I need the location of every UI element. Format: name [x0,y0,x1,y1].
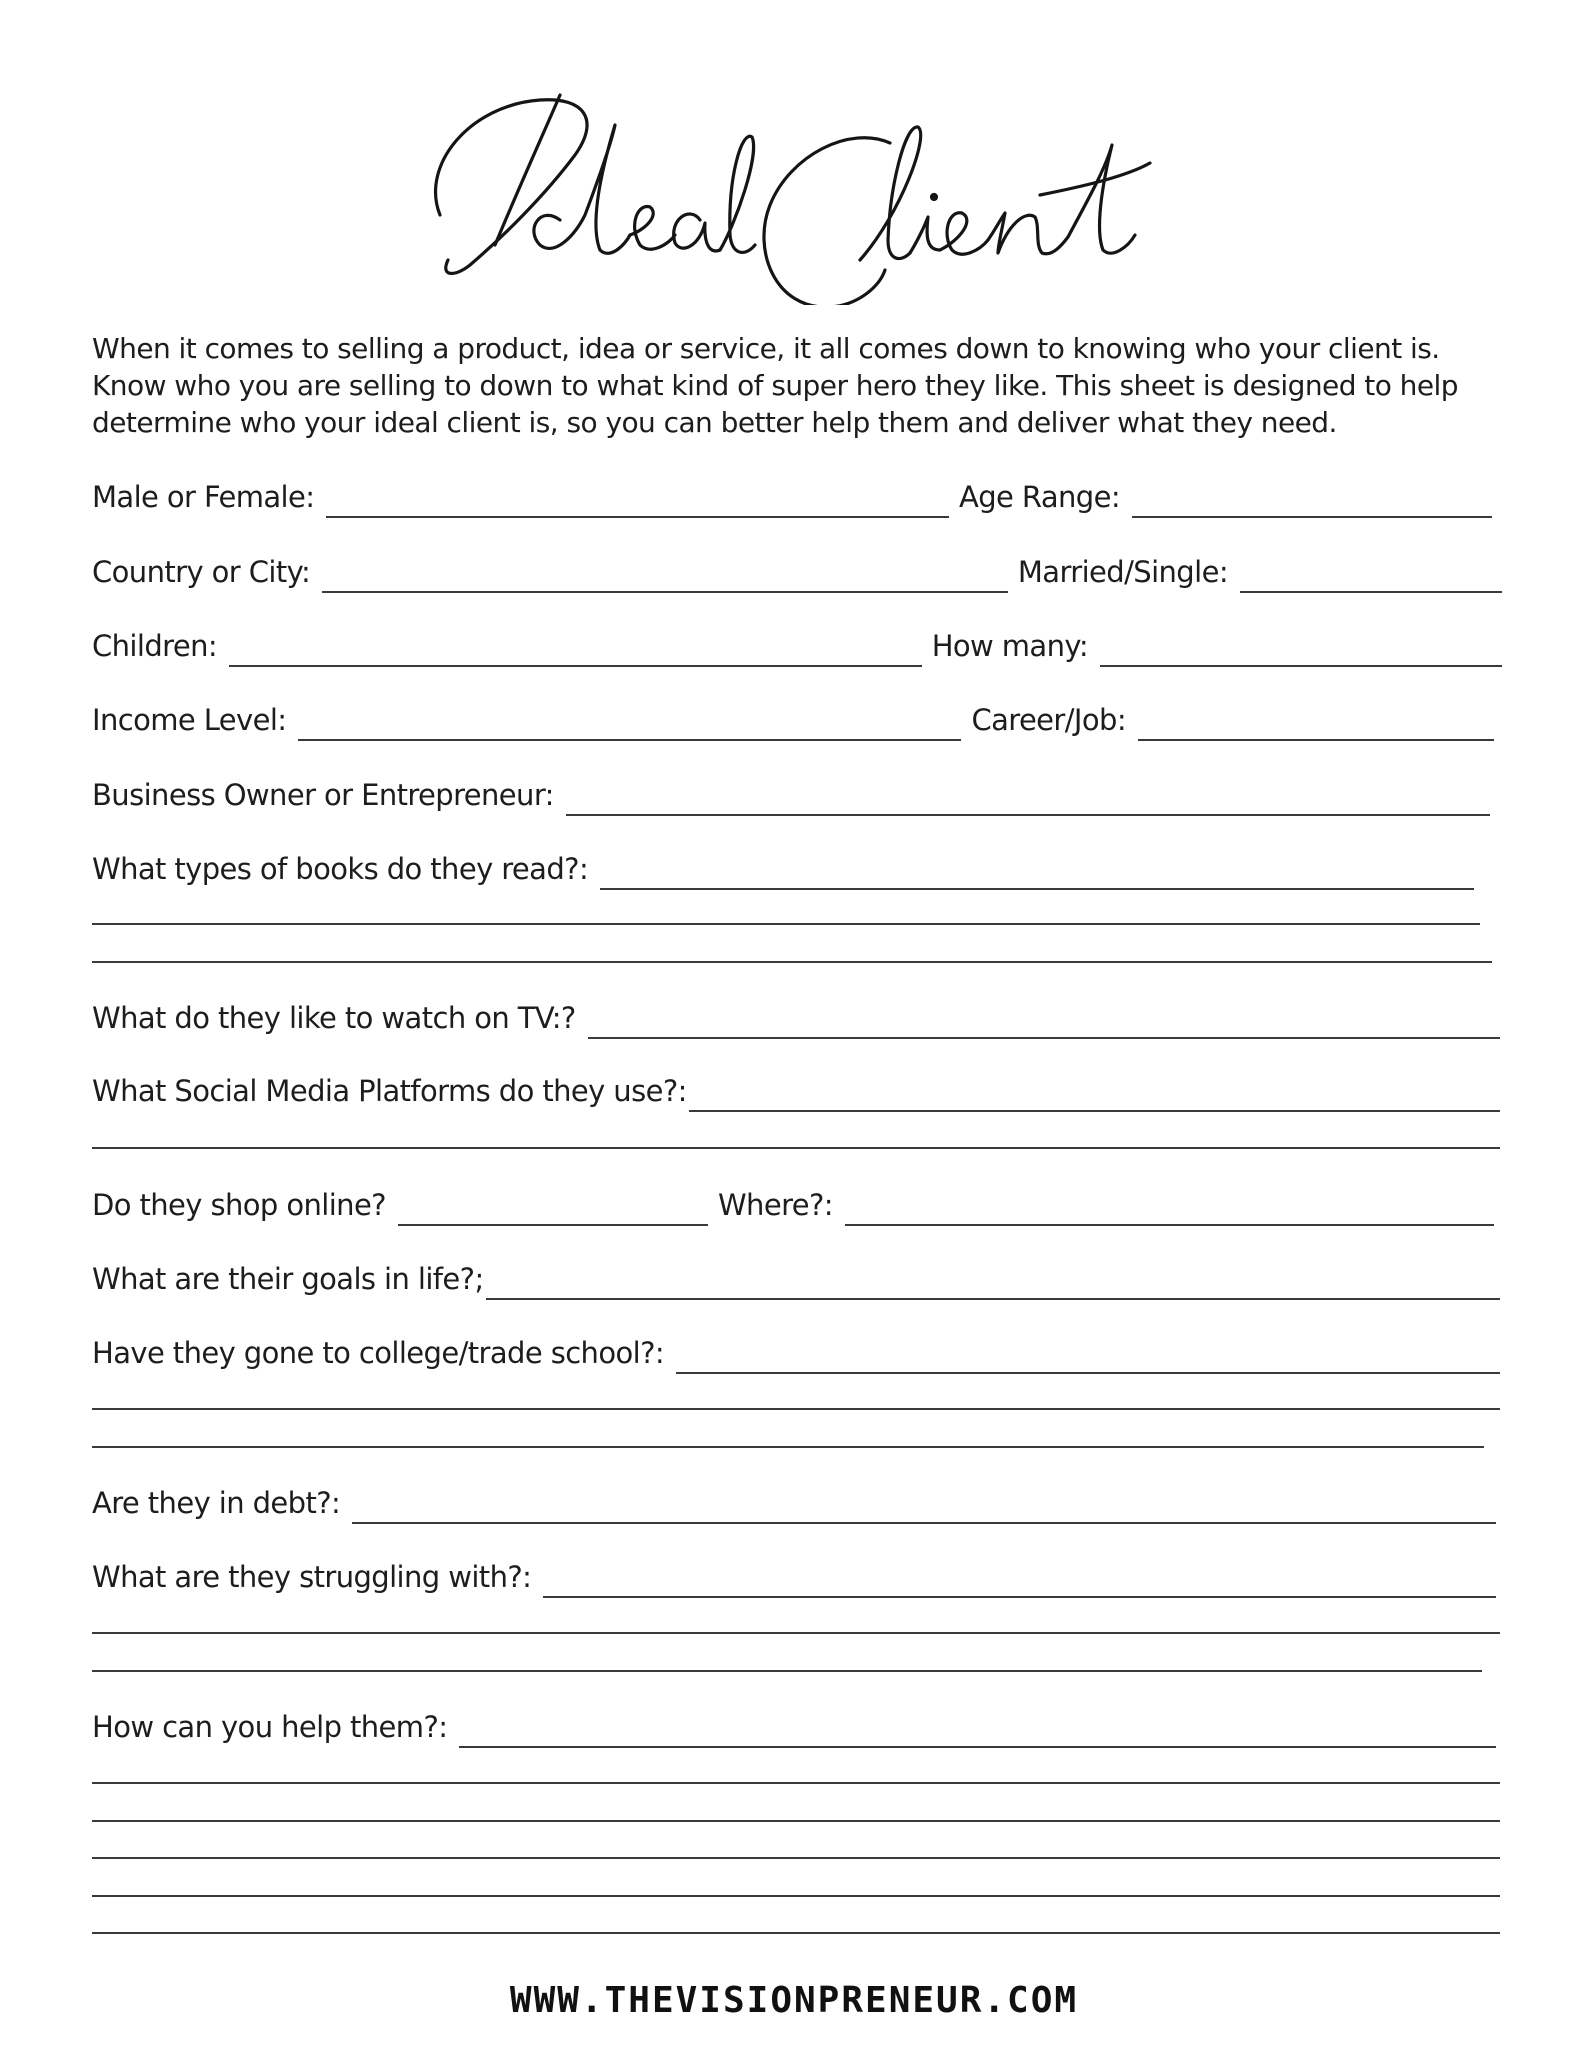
career-job-blank[interactable] [1138,699,1494,741]
business-owner-label: Business Owner or Entrepreneur: [92,778,554,812]
row-country-married [92,547,1502,593]
business-owner-blank[interactable] [566,774,1490,816]
help-blank[interactable] [459,1706,1496,1748]
help-extra-line[interactable] [92,1820,1500,1822]
row-goals [92,1254,1500,1300]
books-extra-line[interactable] [92,961,1492,963]
college-label: Have they gone to college/trade school?: [92,1336,665,1370]
country-city-label: Country or City: [92,555,311,589]
row-debt [92,1478,1496,1524]
children-label: Children: [92,629,218,663]
college-extra-line[interactable] [92,1408,1500,1410]
struggling-extra-line[interactable] [92,1670,1482,1672]
tv-blank[interactable] [588,997,1500,1039]
row-children [92,621,1502,667]
shop-online-label: Do they shop online? [92,1188,386,1222]
website-footer: WWW.THEVISIONPRENEUR.COM [509,1980,1079,2021]
married-single-label: Married/Single: [1017,555,1228,589]
page-title [0,45,1588,305]
age-range-blank[interactable] [1132,476,1492,518]
married-single-blank[interactable] [1240,551,1502,593]
college-blank[interactable] [676,1332,1500,1374]
male-female-label: Male or Female: [92,480,315,514]
row-college [92,1328,1500,1374]
row-income-career [92,695,1494,741]
how-many-blank[interactable] [1100,625,1502,667]
goals-blank[interactable] [486,1258,1500,1300]
help-label: How can you help them?: [92,1710,448,1744]
struggling-label: What are they struggling with?: [92,1560,532,1594]
help-extra-line[interactable] [92,1932,1500,1934]
age-range-label: Age Range: [959,480,1120,514]
where-label: Where?: [717,1188,833,1222]
children-blank[interactable] [229,625,922,667]
row-struggling [92,1552,1496,1598]
tv-label: What do they like to watch on TV:? [92,1001,576,1035]
struggling-extra-line[interactable] [92,1632,1500,1634]
row-tv [92,993,1500,1039]
social-media-blank[interactable] [689,1070,1500,1112]
debt-label: Are they in debt?: [92,1486,341,1520]
intro-paragraph: When it comes to selling a product, idea or service, it all comes down to knowing who your client is. Know who you are selling to down to what kind of super hero they like. This sheet is designed to help determine who your ideal client is, so you can better help them and deliver what they need. [92,332,1458,439]
male-female-blank[interactable] [326,476,949,518]
where-blank[interactable] [845,1184,1494,1226]
books-blank[interactable] [600,848,1474,890]
title-script-lettering [0,45,1588,305]
how-many-label: How many: [931,629,1088,663]
income-level-blank[interactable] [298,699,961,741]
social-media-label: What Social Media Platforms do they use?: [92,1074,687,1108]
help-extra-line[interactable] [92,1857,1500,1859]
country-city-blank[interactable] [322,551,1008,593]
debt-blank[interactable] [352,1482,1496,1524]
row-gender-age [92,472,1492,518]
income-level-label: Income Level: [92,703,287,737]
help-extra-line[interactable] [92,1782,1500,1784]
row-shop-online [92,1180,1494,1226]
row-help [92,1702,1496,1748]
row-business-owner [92,770,1490,816]
books-extra-line[interactable] [92,923,1480,925]
social-media-extra-line[interactable] [92,1147,1500,1149]
college-extra-line[interactable] [92,1446,1484,1448]
struggling-blank[interactable] [543,1556,1496,1598]
goals-label: What are their goals in life?; [92,1262,484,1296]
career-job-label: Career/Job: [971,703,1126,737]
shop-online-blank[interactable] [398,1184,708,1226]
help-extra-line[interactable] [92,1895,1500,1897]
row-books [92,844,1474,890]
row-social-media [92,1066,1500,1112]
books-label: What types of books do they read?: [92,852,589,886]
